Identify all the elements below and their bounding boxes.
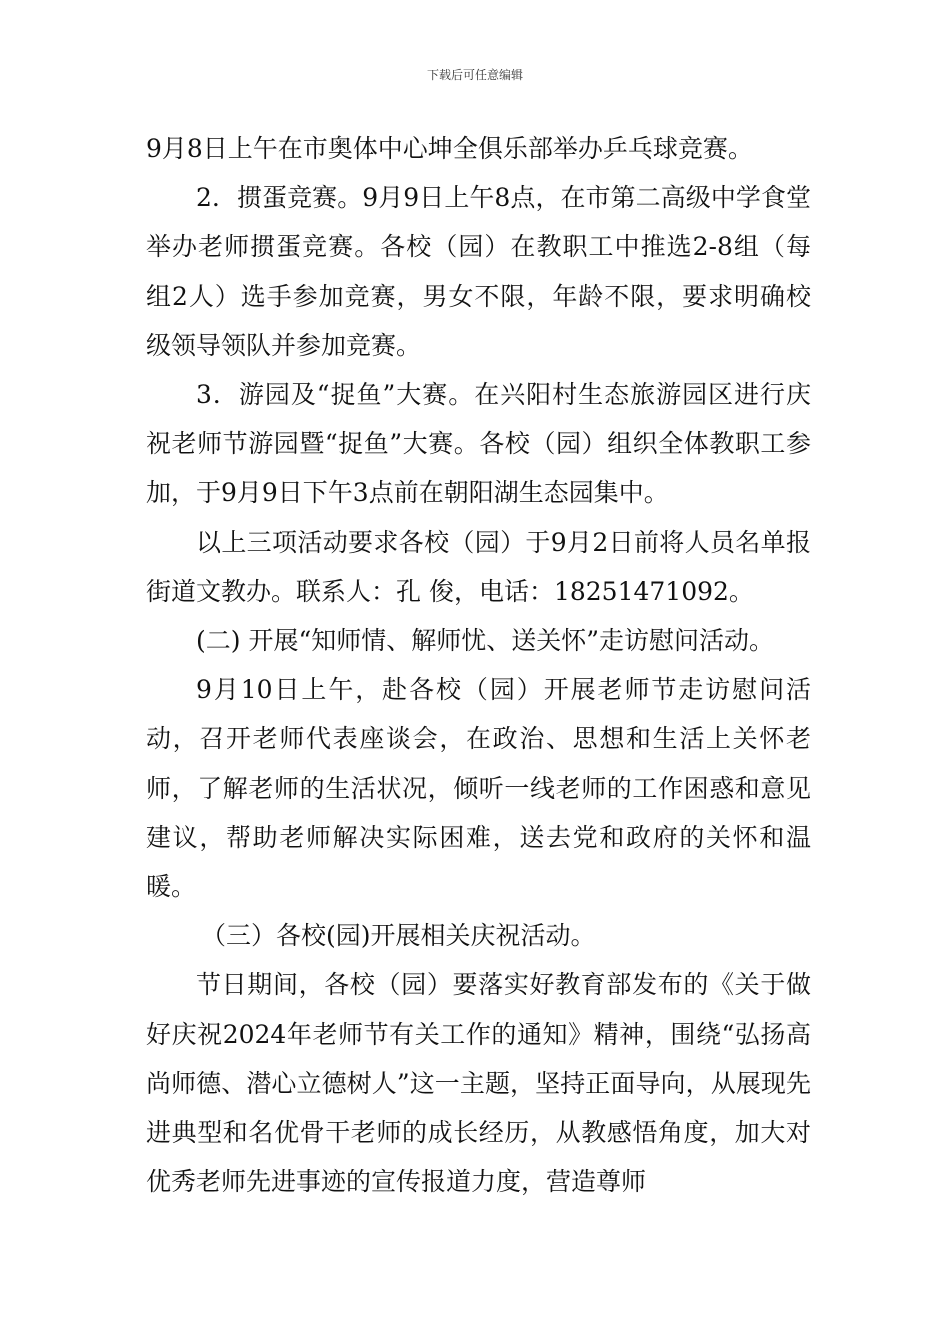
page-header-note: 下载后可任意编辑 [426, 68, 523, 82]
paragraph-celebration: 节日期间，各校（园）要落实好教育部发布的《关于做好庆祝2024年老师节有关工作的通知》精神，围绕“弘扬高尚师德、潜心立德树人”这一主题，坚持正面导向，从展现先进典型和名优骨干老师的成长经历，从教感悟角度，加大对优秀老师先进事迹的宣传报道力度，营造尊师 [146, 970, 811, 1197]
section-heading-celebration: （三）各校(园)开展相关庆祝活动。 [201, 921, 596, 951]
document-body [146, 124, 811, 1206]
paragraph-pingpong: 9月8日上午在市奥体中心坤全俱乐部举办乒乓球竞赛。 [146, 134, 753, 163]
paragraph-contact: 以上三项活动要求各校（园）于9月2日前将人员名单报街道文教办。联系人：孔 俊，电话：18251471092。 [146, 527, 811, 606]
section-heading-visit: (二) 开展“知师情、解师忧、送关怀”走访慰问活动。 [196, 626, 775, 656]
paragraph-visit: 9月10日上午，赴各校（园）开展老师节走访慰问活动，召开老师代表座谈会，在政治、思想和生活上关怀老师，了解老师的生活状况，倾听一线老师的工作困惑和意见建议，帮助老师解决实际困难，送去党和政府的关怀和温暖。 [146, 675, 811, 902]
paragraph-fishing: 3．游园及“捉鱼”大赛。在兴阳村生态旅游园区进行庆祝老师节游园暨“捉鱼”大赛。各校（园）组织全体教职工参加，于9月9日下午3点前在朝阳湖生态园集中。 [146, 380, 811, 508]
paragraph-guandan: 2．掼蛋竞赛。9月9日上午8点，在市第二高级中学食堂举办老师掼蛋竞赛。各校（园）在教职工中推选2-8组（每组2人）选手参加竞赛，男女不限，年龄不限，要求明确校级领导领队并参加竞赛。 [146, 183, 811, 360]
